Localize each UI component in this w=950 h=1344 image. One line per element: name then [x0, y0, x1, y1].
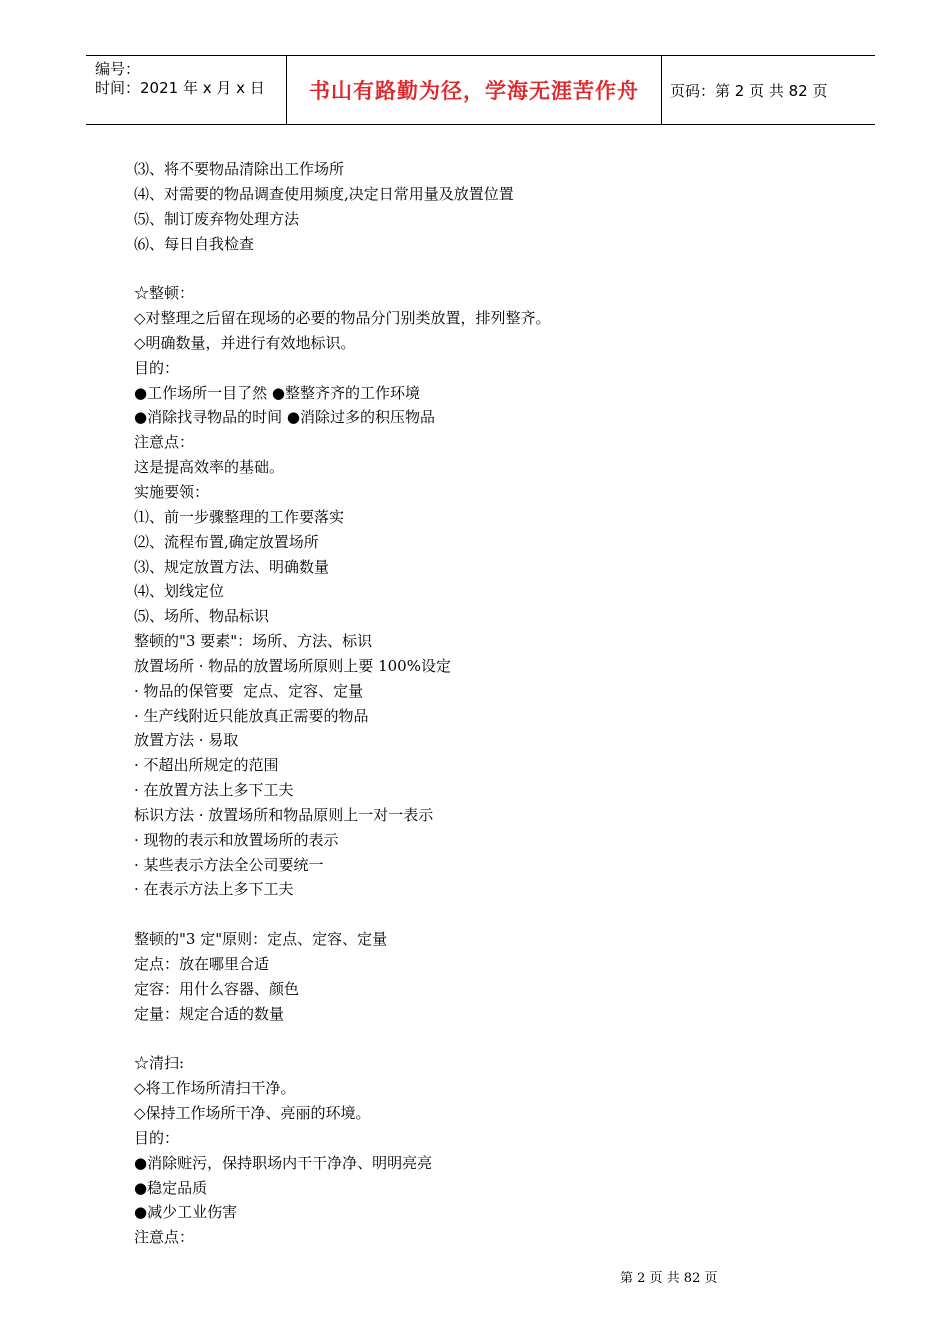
- text-line: · 生产线附近只能放真正需要的物品: [134, 706, 369, 725]
- date-label: 时间：2021 年 x 月 x 日: [95, 79, 265, 97]
- text-line: 实施要领：: [134, 482, 210, 501]
- text-line: · 物品的保管要 定点、定容、定量: [134, 681, 364, 700]
- text-line: 定容：用什么容器、颜色: [134, 979, 300, 998]
- text-line: ◇将工作场所清扫干净。: [134, 1079, 296, 1098]
- text-line: ●消除找寻物品的时间 ●消除过多的积压物品: [134, 408, 435, 427]
- text-line: ⑷、对需要的物品调查使用频度,决定日常用量及放置位置: [134, 184, 514, 203]
- code-label: 编号：: [95, 60, 141, 78]
- text-line: ⑷、划线定位: [134, 582, 225, 601]
- text-line: 注意点：: [134, 433, 195, 452]
- header-motto: 书山有路勤为径，学海无涯苦作舟: [286, 56, 662, 124]
- text-line: 整顿的"3 要素"：场所、方法、标识: [134, 632, 373, 651]
- document-body: [134, 157, 854, 1250]
- text-line: ⑵、流程布置,确定放置场所: [134, 532, 319, 551]
- text-line: ◇对整理之后留在现场的必要的物品分门别类放置，排列整齐。: [134, 309, 551, 328]
- page-header: [86, 55, 875, 125]
- text-line: ☆清扫:: [134, 1054, 185, 1073]
- text-line: 定点：放在哪里合适: [134, 955, 270, 973]
- text-line: ●减少工业伤害: [134, 1203, 238, 1222]
- text-line: 注意点：: [134, 1228, 195, 1247]
- text-line: ⑸、场所、物品标识: [134, 607, 270, 626]
- text-line: 整顿的"3 定"原则：定点、定容、定量: [134, 930, 388, 949]
- text-line: ●消除赃污，保持职场内干干净净、明明亮亮: [134, 1153, 433, 1172]
- text-line: ☆整顿：: [134, 284, 195, 303]
- text-line: ⑴、前一步骤整理的工作要落实: [134, 507, 345, 526]
- text-line: ⑸、制订废弃物处理方法: [134, 209, 300, 228]
- text-line: · 某些表示方法全公司要统一: [134, 855, 324, 874]
- text-line: ⑹、每日自我检查: [134, 234, 255, 253]
- text-line: ⑶、将不要物品清除出工作场所: [134, 160, 345, 178]
- text-line: 目的：: [134, 358, 180, 377]
- header-page-info: 页码：第 2 页 共 82 页: [670, 81, 828, 100]
- text-line: · 在放置方法上多下工夫: [134, 781, 294, 800]
- text-line: · 在表示方法上多下工夫: [134, 880, 294, 899]
- header-meta: [86, 56, 286, 124]
- text-line: 标识方法 · 放置场所和物品原则上一对一表示: [134, 805, 434, 824]
- text-line: [134, 1027, 854, 1052]
- text-line: · 现物的表示和放置场所的表示: [134, 830, 339, 849]
- text-line: · 不超出所规定的范围: [134, 756, 279, 775]
- text-line: ◇保持工作场所干净、亮丽的环境。: [134, 1104, 371, 1123]
- text-line: ⑶、规定放置方法、明确数量: [134, 557, 330, 576]
- text-line: ●工作场所一目了然 ●整整齐齐的工作环境: [134, 383, 420, 402]
- text-line: 目的：: [134, 1128, 180, 1147]
- text-line: 放置方法 · 易取: [134, 731, 239, 750]
- page-footer: 第 2 页 共 82 页: [620, 1271, 718, 1286]
- text-line: 定量：规定合适的数量: [134, 1004, 285, 1023]
- text-line: 这是提高效率的基础。: [134, 458, 285, 477]
- text-line: [134, 256, 854, 281]
- text-line: 放置场所 · 物品的放置场所原则上要 100%设定: [134, 656, 451, 675]
- text-line: ●稳定品质: [134, 1178, 208, 1197]
- text-line: ◇明确数量，并进行有效地标识。: [134, 333, 356, 352]
- text-line: [134, 902, 854, 927]
